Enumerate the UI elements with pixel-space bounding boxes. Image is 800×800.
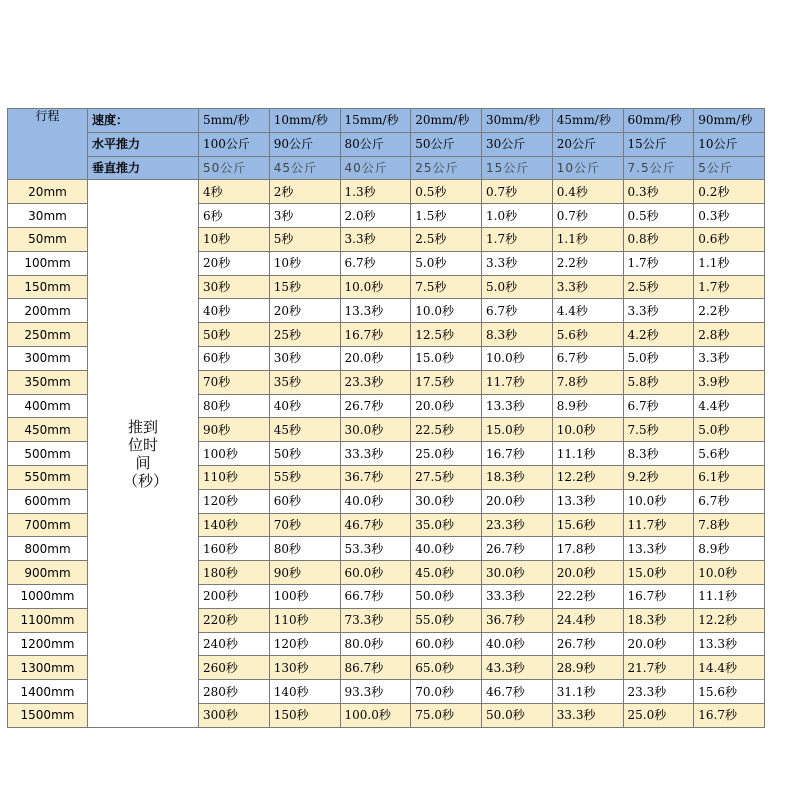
time-to-position-label: 推到位时间（秒）: [123, 417, 169, 490]
stroke-cell: 1500mm: [8, 703, 88, 727]
time-cell: 45.0秒: [411, 561, 482, 585]
time-cell: 26.7秒: [482, 537, 553, 561]
time-cell: 5秒: [269, 227, 340, 251]
time-cell: 20.0秒: [482, 489, 553, 513]
time-cell: 11.7秒: [623, 513, 694, 537]
time-cell: 21.7秒: [623, 656, 694, 680]
speed-header-cell: 30mm/秒: [482, 109, 553, 133]
time-cell: 13.3秒: [552, 489, 623, 513]
time-cell: 22.5秒: [411, 418, 482, 442]
time-cell: 0.6秒: [694, 227, 765, 251]
time-cell: 6.7秒: [482, 299, 553, 323]
time-cell: 6.7秒: [552, 346, 623, 370]
time-cell: 20.0秒: [411, 394, 482, 418]
time-cell: 1.5秒: [411, 204, 482, 228]
time-cell: 33.3秒: [340, 442, 411, 466]
time-cell: 15.0秒: [482, 418, 553, 442]
time-cell: 180秒: [199, 561, 270, 585]
stroke-cell: 200mm: [8, 299, 88, 323]
time-cell: 3.3秒: [623, 299, 694, 323]
speed-label: 速度：: [88, 109, 199, 133]
time-cell: 0.5秒: [411, 180, 482, 204]
time-cell: 5.8秒: [623, 370, 694, 394]
time-cell: 20.0秒: [623, 632, 694, 656]
time-cell: 80秒: [269, 537, 340, 561]
time-cell: 4.4秒: [694, 394, 765, 418]
time-cell: 3.3秒: [694, 346, 765, 370]
time-cell: 130秒: [269, 656, 340, 680]
stroke-cell: 300mm: [8, 346, 88, 370]
time-cell: 10.0秒: [482, 346, 553, 370]
time-cell: 10秒: [199, 227, 270, 251]
time-cell: 60.0秒: [340, 561, 411, 585]
time-cell: 1.3秒: [340, 180, 411, 204]
time-cell: 1.1秒: [694, 251, 765, 275]
time-cell: 8.3秒: [482, 323, 553, 347]
time-cell: 240秒: [199, 632, 270, 656]
time-cell: 27.5秒: [411, 465, 482, 489]
time-cell: 36.7秒: [340, 465, 411, 489]
vertical-force-cell: 25公斤: [411, 156, 482, 180]
time-cell: 33.3秒: [552, 703, 623, 727]
time-cell: 10.0秒: [411, 299, 482, 323]
time-cell: 26.7秒: [552, 632, 623, 656]
time-cell: 13.3秒: [482, 394, 553, 418]
time-cell: 30秒: [269, 346, 340, 370]
time-cell: 80秒: [199, 394, 270, 418]
time-cell: 150秒: [269, 703, 340, 727]
time-cell: 7.5秒: [411, 275, 482, 299]
time-cell: 22.2秒: [552, 584, 623, 608]
time-cell: 110秒: [269, 608, 340, 632]
vertical-force-cell: 10公斤: [552, 156, 623, 180]
time-cell: 1.7秒: [694, 275, 765, 299]
time-cell: 70秒: [269, 513, 340, 537]
time-cell: 10.0秒: [694, 561, 765, 585]
time-cell: 86.7秒: [340, 656, 411, 680]
horizontal-force-cell: 80公斤: [340, 132, 411, 156]
vertical-force-cell: 7.5公斤: [623, 156, 694, 180]
horizontal-force-cell: 20公斤: [552, 132, 623, 156]
time-cell: 28.9秒: [552, 656, 623, 680]
time-cell: 3.3秒: [482, 251, 553, 275]
time-cell: 30秒: [199, 275, 270, 299]
horizontal-force-cell: 100公斤: [199, 132, 270, 156]
time-cell: 12.5秒: [411, 323, 482, 347]
time-cell: 90秒: [269, 561, 340, 585]
time-cell: 60.0秒: [411, 632, 482, 656]
time-cell: 13.3秒: [623, 537, 694, 561]
horizontal-force-cell: 90公斤: [269, 132, 340, 156]
time-cell: 23.3秒: [623, 680, 694, 704]
stroke-cell: 600mm: [8, 489, 88, 513]
stroke-cell: 400mm: [8, 394, 88, 418]
time-cell: 0.5秒: [623, 204, 694, 228]
time-cell: 120秒: [269, 632, 340, 656]
time-cell: 40秒: [269, 394, 340, 418]
time-cell: 5.0秒: [694, 418, 765, 442]
time-cell: 3.9秒: [694, 370, 765, 394]
speed-header-cell: 60mm/秒: [623, 109, 694, 133]
time-cell: 13.3秒: [694, 632, 765, 656]
time-cell: 25秒: [269, 323, 340, 347]
time-cell: 15.6秒: [694, 680, 765, 704]
speed-header-cell: 20mm/秒: [411, 109, 482, 133]
time-cell: 4.2秒: [623, 323, 694, 347]
time-cell: 2.5秒: [623, 275, 694, 299]
time-cell: 10.0秒: [340, 275, 411, 299]
horizontal-force-cell: 50公斤: [411, 132, 482, 156]
time-cell: 80.0秒: [340, 632, 411, 656]
time-cell: 6.1秒: [694, 465, 765, 489]
stroke-cell: 1400mm: [8, 680, 88, 704]
time-cell: 20.0秒: [340, 346, 411, 370]
time-cell: 5.0秒: [411, 251, 482, 275]
time-cell: 110秒: [199, 465, 270, 489]
time-cell: 0.3秒: [694, 204, 765, 228]
time-cell: 11.1秒: [552, 442, 623, 466]
time-cell: 4秒: [199, 180, 270, 204]
time-cell: 75.0秒: [411, 703, 482, 727]
vertical-force-cell: 50公斤: [199, 156, 270, 180]
time-cell: 13.3秒: [340, 299, 411, 323]
time-cell: 0.4秒: [552, 180, 623, 204]
time-cell: 55秒: [269, 465, 340, 489]
stroke-cell: 800mm: [8, 537, 88, 561]
stroke-header: 行程: [8, 109, 88, 180]
time-cell: 17.5秒: [411, 370, 482, 394]
time-cell: 3.3秒: [552, 275, 623, 299]
stroke-cell: 700mm: [8, 513, 88, 537]
speed-header-cell: 15mm/秒: [340, 109, 411, 133]
time-cell: 3秒: [269, 204, 340, 228]
time-cell: 30.0秒: [340, 418, 411, 442]
time-cell: 7.8秒: [694, 513, 765, 537]
stroke-cell: 350mm: [8, 370, 88, 394]
time-cell: 0.7秒: [552, 204, 623, 228]
time-cell: 24.4秒: [552, 608, 623, 632]
time-cell: 1.7秒: [623, 251, 694, 275]
time-cell: 45秒: [269, 418, 340, 442]
time-cell: 0.2秒: [694, 180, 765, 204]
time-cell: 20秒: [199, 251, 270, 275]
stroke-cell: 1300mm: [8, 656, 88, 680]
time-cell: 15秒: [269, 275, 340, 299]
time-cell: 1.1秒: [552, 227, 623, 251]
stroke-cell: 50mm: [8, 227, 88, 251]
stroke-cell: 250mm: [8, 323, 88, 347]
time-cell: 35.0秒: [411, 513, 482, 537]
vertical-force-label: 垂直推力: [88, 156, 199, 180]
time-cell: 31.1秒: [552, 680, 623, 704]
time-cell: 2.2秒: [694, 299, 765, 323]
time-cell: 25.0秒: [623, 703, 694, 727]
time-cell: 260秒: [199, 656, 270, 680]
time-cell: 100秒: [199, 442, 270, 466]
time-cell: 3.3秒: [340, 227, 411, 251]
time-cell: 25.0秒: [411, 442, 482, 466]
vertical-force-row: [8, 156, 765, 180]
time-cell: 200秒: [199, 584, 270, 608]
time-cell: 5.6秒: [694, 442, 765, 466]
time-cell: 11.7秒: [482, 370, 553, 394]
time-cell: 8.9秒: [552, 394, 623, 418]
time-cell: 140秒: [269, 680, 340, 704]
time-cell: 50.0秒: [411, 584, 482, 608]
time-cell: 140秒: [199, 513, 270, 537]
time-cell: 16.7秒: [482, 442, 553, 466]
stroke-cell: 20mm: [8, 180, 88, 204]
time-cell: 16.7秒: [340, 323, 411, 347]
time-cell: 280秒: [199, 680, 270, 704]
time-cell: 70.0秒: [411, 680, 482, 704]
vertical-force-cell: 40公斤: [340, 156, 411, 180]
time-cell: 50秒: [199, 323, 270, 347]
stroke-cell: 150mm: [8, 275, 88, 299]
time-cell: 66.7秒: [340, 584, 411, 608]
stroke-cell: 1100mm: [8, 608, 88, 632]
time-cell: 30.0秒: [482, 561, 553, 585]
time-cell: 36.7秒: [482, 608, 553, 632]
time-cell: 50.0秒: [482, 703, 553, 727]
time-cell: 2.0秒: [340, 204, 411, 228]
time-cell: 6秒: [199, 204, 270, 228]
stroke-cell: 500mm: [8, 442, 88, 466]
stroke-cell: 1200mm: [8, 632, 88, 656]
time-cell: 40.0秒: [482, 632, 553, 656]
time-cell: 6.7秒: [340, 251, 411, 275]
time-cell: 14.4秒: [694, 656, 765, 680]
time-cell: 2.2秒: [552, 251, 623, 275]
time-cell: 12.2秒: [552, 465, 623, 489]
time-cell: 2秒: [269, 180, 340, 204]
time-cell: 33.3秒: [482, 584, 553, 608]
time-cell: 26.7秒: [340, 394, 411, 418]
stroke-cell: 100mm: [8, 251, 88, 275]
time-cell: 15.6秒: [552, 513, 623, 537]
time-cell: 220秒: [199, 608, 270, 632]
time-cell: 0.3秒: [623, 180, 694, 204]
time-cell: 160秒: [199, 537, 270, 561]
time-to-position-label-cell: [88, 180, 199, 727]
time-cell: 10.0秒: [552, 418, 623, 442]
horizontal-force-cell: 30公斤: [482, 132, 553, 156]
speed-header-cell: 5mm/秒: [199, 109, 270, 133]
time-cell: 15.0秒: [623, 561, 694, 585]
time-cell: 90秒: [199, 418, 270, 442]
speed-header-row: [8, 109, 765, 133]
time-cell: 53.3秒: [340, 537, 411, 561]
time-cell: 70秒: [199, 370, 270, 394]
time-cell: 35秒: [269, 370, 340, 394]
horizontal-force-cell: 15公斤: [623, 132, 694, 156]
time-cell: 55.0秒: [411, 608, 482, 632]
speed-header-cell: 45mm/秒: [552, 109, 623, 133]
time-cell: 5.0秒: [623, 346, 694, 370]
vertical-force-cell: 45公斤: [269, 156, 340, 180]
speed-header-cell: 90mm/秒: [694, 109, 765, 133]
time-cell: 7.5秒: [623, 418, 694, 442]
time-cell: 50秒: [269, 442, 340, 466]
horizontal-force-label: 水平推力: [88, 132, 199, 156]
time-cell: 40.0秒: [340, 489, 411, 513]
time-cell: 5.0秒: [482, 275, 553, 299]
speed-header-cell: 10mm/秒: [269, 109, 340, 133]
horizontal-force-row: [8, 132, 765, 156]
time-cell: 17.8秒: [552, 537, 623, 561]
vertical-force-cell: 5公斤: [694, 156, 765, 180]
time-cell: 5.6秒: [552, 323, 623, 347]
time-cell: 1.7秒: [482, 227, 553, 251]
time-cell: 73.3秒: [340, 608, 411, 632]
stroke-cell: 550mm: [8, 465, 88, 489]
stroke-time-table: [7, 108, 765, 728]
time-cell: 65.0秒: [411, 656, 482, 680]
time-cell: 1.0秒: [482, 204, 553, 228]
time-cell: 16.7秒: [694, 703, 765, 727]
time-cell: 6.7秒: [694, 489, 765, 513]
time-cell: 20.0秒: [552, 561, 623, 585]
time-cell: 0.7秒: [482, 180, 553, 204]
time-cell: 40.0秒: [411, 537, 482, 561]
stroke-cell: 30mm: [8, 204, 88, 228]
vertical-force-cell: 15公斤: [482, 156, 553, 180]
time-cell: 60秒: [269, 489, 340, 513]
time-cell: 93.3秒: [340, 680, 411, 704]
time-cell: 6.7秒: [623, 394, 694, 418]
time-cell: 23.3秒: [482, 513, 553, 537]
time-cell: 2.8秒: [694, 323, 765, 347]
time-cell: 12.2秒: [694, 608, 765, 632]
time-cell: 46.7秒: [482, 680, 553, 704]
time-cell: 10.0秒: [623, 489, 694, 513]
time-cell: 7.8秒: [552, 370, 623, 394]
time-cell: 4.4秒: [552, 299, 623, 323]
time-cell: 23.3秒: [340, 370, 411, 394]
time-cell: 20秒: [269, 299, 340, 323]
horizontal-force-cell: 10公斤: [694, 132, 765, 156]
time-cell: 30.0秒: [411, 489, 482, 513]
time-cell: 18.3秒: [482, 465, 553, 489]
time-cell: 9.2秒: [623, 465, 694, 489]
time-cell: 15.0秒: [411, 346, 482, 370]
time-cell: 43.3秒: [482, 656, 553, 680]
time-cell: 46.7秒: [340, 513, 411, 537]
table-row: [8, 180, 765, 204]
time-cell: 60秒: [199, 346, 270, 370]
time-cell: 100秒: [269, 584, 340, 608]
time-cell: 40秒: [199, 299, 270, 323]
time-cell: 8.9秒: [694, 537, 765, 561]
time-cell: 18.3秒: [623, 608, 694, 632]
time-cell: 100.0秒: [340, 703, 411, 727]
time-cell: 10秒: [269, 251, 340, 275]
time-cell: 300秒: [199, 703, 270, 727]
stroke-cell: 450mm: [8, 418, 88, 442]
stroke-cell: 1000mm: [8, 584, 88, 608]
time-cell: 120秒: [199, 489, 270, 513]
time-cell: 11.1秒: [694, 584, 765, 608]
time-cell: 8.3秒: [623, 442, 694, 466]
time-cell: 2.5秒: [411, 227, 482, 251]
time-cell: 16.7秒: [623, 584, 694, 608]
stroke-cell: 900mm: [8, 561, 88, 585]
time-cell: 0.8秒: [623, 227, 694, 251]
